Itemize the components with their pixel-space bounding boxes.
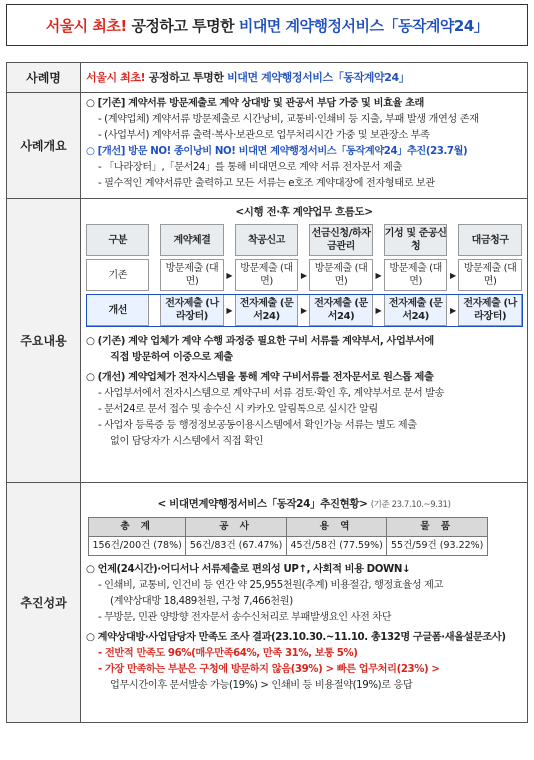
case-name-middle: 공정하고 투명한 <box>145 70 228 84</box>
flow-after-cell: 전자제출 (문서24) <box>384 295 447 326</box>
arrow-right-icon: ▶ <box>300 270 307 280</box>
flow-header: 구분 <box>87 225 149 256</box>
results-line: - 가장 만족하는 부분은 구청에 방문하지 않음(39%) > 빠른 업무처리(23%) > <box>98 664 440 675</box>
row-results <box>7 483 528 723</box>
flow-header-row <box>87 225 522 256</box>
overview-line: ○ [기존] 계약서류 방문제출로 계약 상대방 및 관공서 부담 가중 및 비효율 초래 <box>86 98 424 109</box>
row-case-name <box>7 63 528 93</box>
case-table <box>6 62 528 723</box>
row-content <box>7 199 528 483</box>
arrow-right-icon: ▶ <box>375 270 382 280</box>
label-results: 추진성과 <box>7 483 81 723</box>
stat-header: 총 계 <box>89 518 186 537</box>
flow-header: 대금청구 <box>459 225 522 256</box>
flow-before-cell: 방문제출 (대면) <box>310 260 373 291</box>
arrow-right-icon: ▶ <box>450 305 456 315</box>
title-prefix: 서울시 최초! <box>45 16 127 35</box>
label-content: 주요내용 <box>7 199 81 483</box>
overview-line: - (계약업체) 계약서류 방문제출로 시간낭비, 교통비·인쇄비 등 지출, 부패 발생 개연성 존재 <box>98 114 479 125</box>
results-line: - 전반적 만족도 96%(매우만족64%, 만족 31%, 보통 5%) <box>98 648 358 659</box>
flow-before-cell: 기존 <box>87 260 149 291</box>
stat-value: 55건/59건 (93.22%) <box>387 537 488 556</box>
label-case-name: 사례명 <box>7 63 81 93</box>
stat-value: 45건/58건 (77.59%) <box>286 537 387 556</box>
content-line: 없이 담당자가 시스템에서 직접 확인 <box>110 436 263 447</box>
title-middle: 공정하고 투명한 <box>126 16 239 35</box>
content-line: - 문서24로 문서 접수 및 송수신 시 카카오 알림톡으로 실시간 알림 <box>98 404 378 415</box>
flow-title: <시행 전·후 계약업무 흐름도> <box>235 206 373 218</box>
label-overview: 사례개요 <box>7 93 81 199</box>
flow-after-cell: 전자제출 (나라장터) <box>161 295 224 326</box>
content-line: 직접 방문하여 이중으로 제출 <box>110 352 233 363</box>
row-overview <box>7 93 528 199</box>
results-line: ○ 언제(24시간)·어디서나 서류제출로 편의성 UP↑, 사회적 비용 DOWN↓ <box>86 564 411 575</box>
overview-line: - (사업부서) 계약서류 출력·복사·보관으로 업무처리시간 가중 및 보관장소 부족 <box>98 130 430 141</box>
flow-before-cell: 방문제출 (대면) <box>459 260 522 291</box>
case-name-service: 비대면 계약행정서비스「동작계약24」 <box>227 70 410 84</box>
flow-before-cell: 방문제출 (대면) <box>384 260 447 291</box>
arrow-right-icon: ▶ <box>226 305 233 315</box>
stat-period: (기준 23.7.10.~9.31) <box>370 500 451 510</box>
results-line: - 무방문, 민관 양방향 전자문서 송수신처리로 부패발생요인 사전 차단 <box>98 612 392 623</box>
title-service: 비대면 계약행정서비스「동작계약24」 <box>238 16 489 35</box>
flow-after-cell: 전자제출 (문서24) <box>235 295 298 326</box>
content-line: - 사업자 등록증 등 행정정보공동이용시스템에서 확인가능 서류는 별도 제출 <box>98 420 417 431</box>
content-line: ○ (개선) 계약업체가 전자시스템을 통해 계약 구비서류를 전자문서로 원스톱 제출 <box>86 372 434 383</box>
results-line: 업무시간이후 문서발송 가능(19%) > 인쇄비 등 비용절약(19%)로 응답 <box>110 680 413 691</box>
flow-after-cell: 전자제출 (문서24) <box>310 295 373 326</box>
flow-after-cell: 전자제출 (나라장터) <box>459 295 522 326</box>
overview-line: ○ [개선] 방문 NO! 종이낭비 NO! 비대면 계약행정서비스「동작계약24」추진(23.7월) <box>86 146 468 157</box>
overview-line: - 「나라장터」,「문서24」를 통해 비대면으로 계약 서류 전자문서 제출 <box>98 162 402 173</box>
arrow-right-icon: ▶ <box>450 270 456 280</box>
flow-after-cell: 개선 <box>87 295 149 326</box>
document-title <box>6 4 528 46</box>
arrow-right-icon: ▶ <box>226 270 233 280</box>
arrow-right-icon: ▶ <box>375 305 382 315</box>
flow-before-cell: 방문제출 (대면) <box>161 260 224 291</box>
overview-line: - 필수적인 계약서류만 출력하고 모든 서류는 e호조 계약대장에 전자형태로 보관 <box>98 178 435 189</box>
stat-header: 공 사 <box>186 518 287 537</box>
results-line: (계약상대방 18,489천원, 구청 7,466천원) <box>110 596 293 607</box>
flow-diagram <box>86 224 522 326</box>
stat-value: 56건/83건 (67.47%) <box>186 537 287 556</box>
stat-header: 물 품 <box>387 518 488 537</box>
stat-header: 용 역 <box>286 518 387 537</box>
content-line: ○ (기존) 계약 업체가 계약 수행 과정중 필요한 구비 서류를 계약부서, 사업부서에 <box>86 336 434 347</box>
flow-header: 기성 및 준공신청 <box>384 225 447 256</box>
flow-header: 착공신고 <box>235 225 298 256</box>
flow-before-cell: 방문제출 (대면) <box>235 260 298 291</box>
case-name-prefix: 서울시 최초! <box>86 70 146 84</box>
flow-header: 계약체결 <box>161 225 224 256</box>
flow-after-row <box>87 295 522 326</box>
content-line: - 사업부서에서 전자시스템으로 계약구비 서류 검토·확인 후, 계약부서로 문서 발송 <box>98 388 445 399</box>
results-line: ○ 계약상대방·사업담당자 만족도 조사 결과(23.10.30.~11.10. 총132명 구글폼·새올설문조사) <box>86 632 506 643</box>
stat-table <box>88 517 488 556</box>
flow-before-row <box>87 260 522 291</box>
results-line: - 인쇄비, 교통비, 인건비 등 연간 약 25,955천원(추계) 비용절감, 행정효율성 제고 <box>98 580 443 591</box>
stat-value: 156건/200건 (78%) <box>89 537 186 556</box>
stat-title: < 비대면계약행정서비스「동작24」추진현황> <box>157 498 368 510</box>
arrow-right-icon: ▶ <box>300 305 307 315</box>
flow-header: 선금신청/하자금관리 <box>310 225 373 256</box>
